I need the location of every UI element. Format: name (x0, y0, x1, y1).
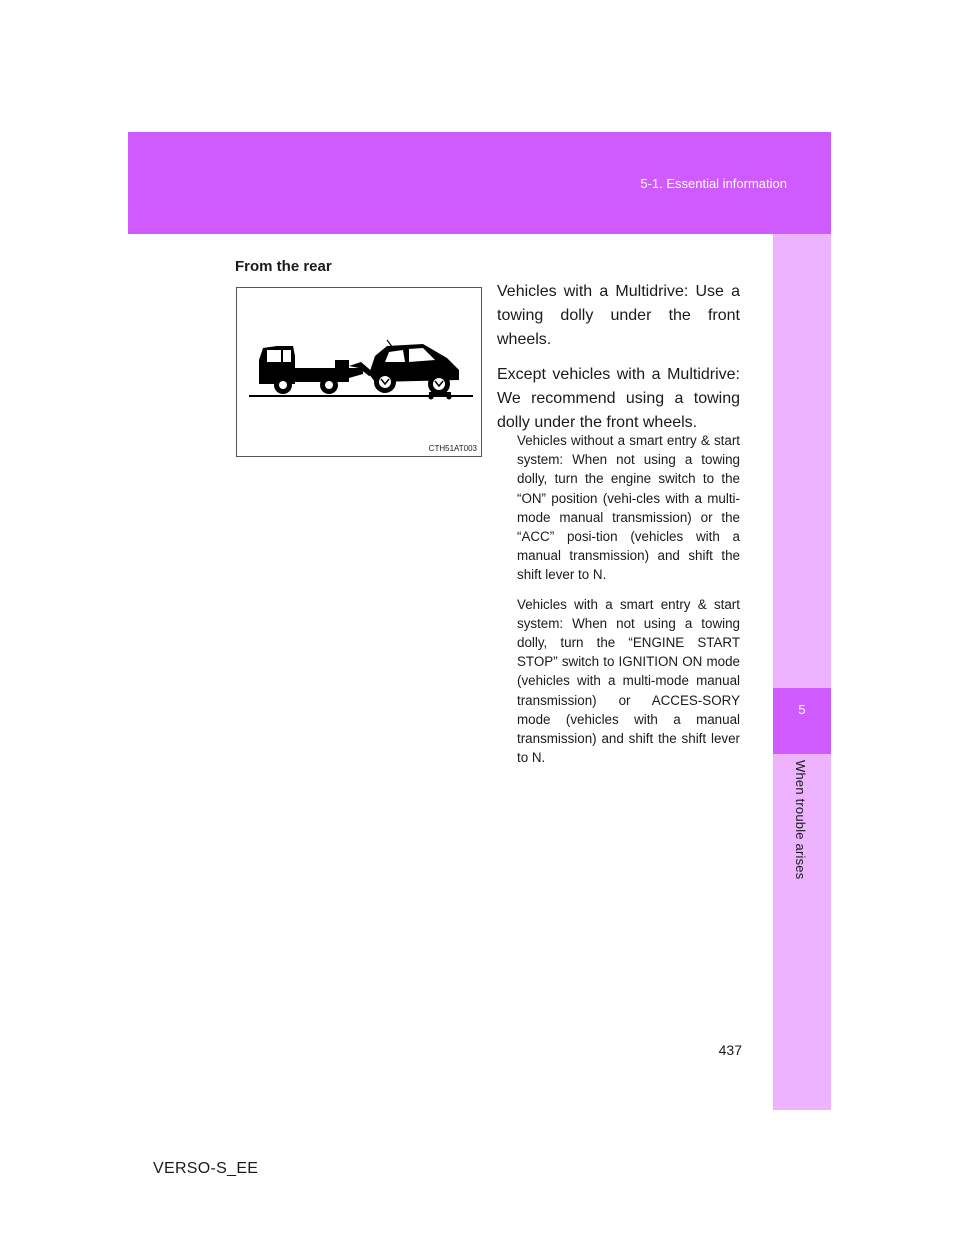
tow-truck-icon (237, 288, 481, 456)
figure-code: CTH51AT003 (428, 444, 477, 453)
towing-figure (236, 287, 482, 457)
chapter-number: 5 (798, 702, 806, 717)
chapter-number-box (773, 688, 831, 754)
notes (517, 431, 740, 777)
note: Vehicles with a smart entry & start system: When not using a towing dolly, turn the “ENGINE START STOP” switch to IGNITION ON mode (vehicles with a multi-mode manual transmission) or ACCES-SORY mode (vehicles with a manual transmission) and shift the shift lever to N. (517, 596, 740, 766)
section-title: 5-1. Essential information (640, 176, 787, 191)
main-text (497, 280, 740, 446)
subheading: From the rear (235, 258, 332, 275)
chapter-side-tab (773, 234, 831, 1110)
paragraph: Except vehicles with a Multidrive: We recommend using a towing dolly under the front wheels. (497, 366, 740, 431)
note: Vehicles without a smart entry & start system: When not using a towing dolly, turn the engine switch to the “ON” position (vehi-cles with a multi-mode manual transmission) or the “ACC” posi-tion (vehicles with a manual transmission) and shift the shift lever to N. (517, 433, 740, 583)
header-band (128, 132, 831, 234)
page-number: 437 (718, 1042, 742, 1058)
paragraph: Vehicles with a Multidrive: Use a towing dolly under the front wheels. (497, 283, 740, 348)
document-code: VERSO-S_EE (153, 1160, 259, 1177)
chapter-title: When trouble arises (793, 760, 808, 880)
